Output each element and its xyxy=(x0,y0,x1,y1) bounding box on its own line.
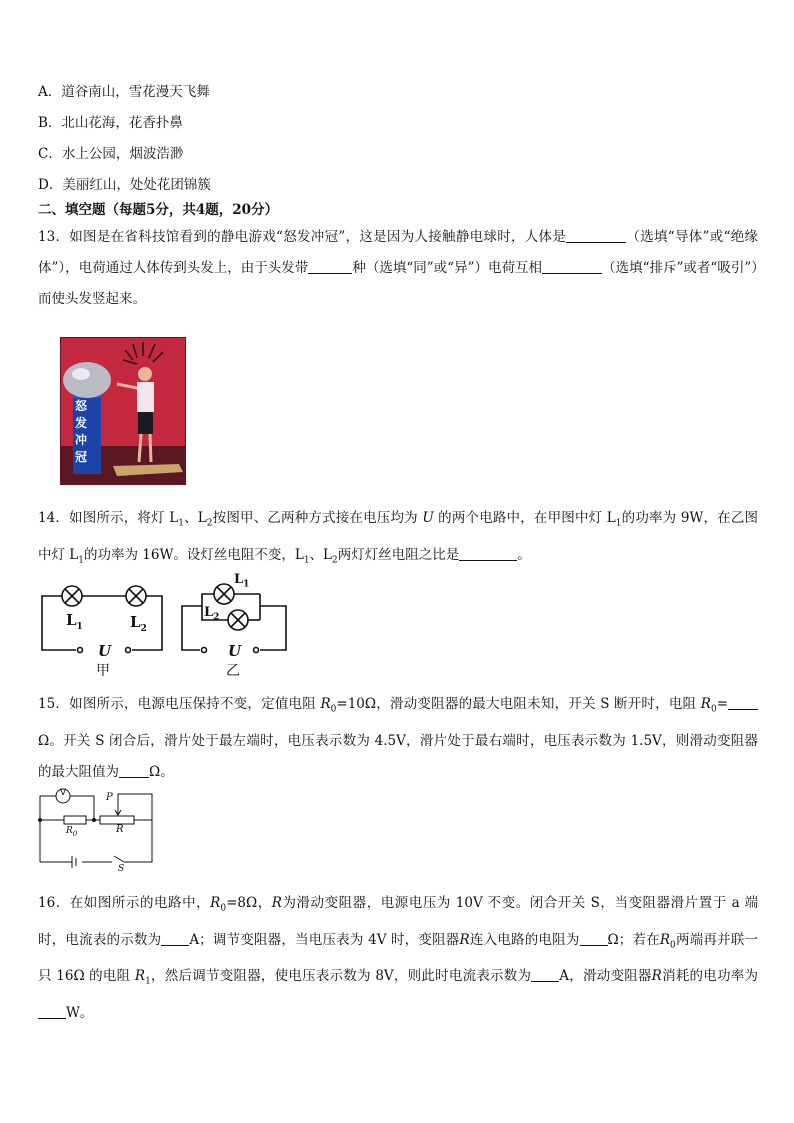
q14-sub-6: 2 xyxy=(332,555,338,566)
q15-blank-1 xyxy=(728,695,758,710)
q15-fig-r0-text: R xyxy=(66,826,73,836)
q14-fig-label-l1-series xyxy=(66,611,83,632)
q14-fig-label-l2-series xyxy=(130,613,147,634)
q15-text-4: Ω。开关 S 闭合后，滑片处于最左端时，电压表示数为 4.5V，滑片处于最右端时，电压表示数为 1.5V，则滑动变阻器的最大阻值为 xyxy=(38,732,758,780)
q14-fig-label-yi: 乙 xyxy=(226,663,240,679)
q14-fig-l2p-sub: 2 xyxy=(213,612,220,623)
q15-circuit-diagram xyxy=(38,786,158,868)
q16-text-4: A；调节变阻器，当电压表为 4V 时，变阻器 xyxy=(189,931,460,948)
q16-r0-sub-2: 0 xyxy=(670,940,676,951)
q16-blank-3 xyxy=(531,967,559,982)
q15-text-5: Ω。 xyxy=(149,763,174,780)
q16-text-10: 消耗的电功率为 xyxy=(661,968,758,985)
q16-r0-symbol: R xyxy=(210,895,221,911)
q13-text-1: 13．如图是在省科技馆看到的静电游戏“怒发冲冠”，这是因为人接触静电球时，人体是 xyxy=(38,229,567,245)
q16-r1-sub: 1 xyxy=(145,977,151,988)
q15-fig-r0-label xyxy=(66,826,77,838)
q14-fig-l2-sub: 2 xyxy=(140,624,147,634)
q14-text-9: 。 xyxy=(517,546,531,563)
q13-text-2: （选填“导体”或“绝缘体”），电荷通过人体传到头发上，由于头发带 xyxy=(38,229,758,276)
q14-fig-label-l2-parallel xyxy=(204,605,219,623)
static-ball-photo xyxy=(60,337,186,485)
q13-text-3: 种（选填“同”或“异”）电荷互相 xyxy=(352,260,543,276)
question-13 xyxy=(38,222,758,315)
q14-fig-l1p-sub: 1 xyxy=(243,579,250,590)
option-a: A．道谷南山，雪花漫天飞舞 xyxy=(38,84,210,100)
option-b: B．北山花海，花香扑鼻 xyxy=(38,115,183,131)
question-16 xyxy=(38,888,758,1029)
q16-text-8: ，然后调节变阻器，使电压表示数为 8V，则此时电流表示数为 xyxy=(150,968,532,985)
q14-sub-3: 1 xyxy=(615,518,622,529)
q16-r1-symbol: R xyxy=(134,968,146,985)
q16-text-2: =8Ω， xyxy=(226,895,272,911)
q15-r0-sub: 0 xyxy=(330,704,337,715)
q16-blank-4 xyxy=(38,1004,66,1019)
q15-blank-2 xyxy=(119,763,149,778)
q14-blank xyxy=(459,546,517,561)
q16-r-symbol-2: R xyxy=(459,931,470,948)
q16-text-5: 连入电路的电阻为 xyxy=(469,931,580,948)
q14-fig-label-l1-parallel xyxy=(234,572,249,590)
q16-text-3: 为滑动变阻器，电源电压为 10V 不变。闭合开关 S，当变阻器滑片置于 a 端时，电流表的示数为 xyxy=(38,895,758,948)
q15-text-3: = xyxy=(716,696,728,712)
q16-r-symbol: R xyxy=(271,895,282,911)
q16-text-9: A，滑动变阻器 xyxy=(559,968,652,985)
q15-fig-p-label: P xyxy=(106,792,113,803)
q14-fig-label-jia: 甲 xyxy=(96,663,110,679)
q16-text-1: 16．在如图所示的电路中， xyxy=(38,895,211,911)
q14-sub-1: 1 xyxy=(178,518,184,529)
q14-sub-5: 1 xyxy=(303,555,310,566)
q15-fig-r-label: R xyxy=(116,824,124,835)
q14-text-5: 的功率为 9W，在乙图中灯 L xyxy=(38,510,758,563)
q16-blank-1 xyxy=(161,931,189,946)
q14-sub-4: 1 xyxy=(78,555,84,566)
question-14 xyxy=(38,503,758,576)
q15-text-1: 15．如图所示，电源电压保持不变，定值电阻 xyxy=(38,696,316,712)
q16-text-11: W。 xyxy=(66,1005,94,1022)
q15-r0-sub-2: 0 xyxy=(710,704,717,715)
photo-column-label: 怒发冲冠 xyxy=(75,399,88,464)
q14-fig-l1-sub: 1 xyxy=(76,622,83,632)
option-d: D．美丽红山，处处花团锦簇 xyxy=(38,177,211,193)
q15-fig-r0-sub: 0 xyxy=(72,829,78,838)
q14-text-4: 的两个电路中，在甲图中灯 L xyxy=(438,510,616,526)
q16-text-7: 两端再并联一只 16Ω 的电阻 xyxy=(38,931,759,985)
q16-r-symbol-3: R xyxy=(651,968,662,985)
q14-text-3: 按图甲、乙两种方式接在电压均为 xyxy=(212,510,418,526)
q15-r0-symbol-2: R xyxy=(700,696,711,712)
q14-text-1: 14．如图所示，将灯 L xyxy=(38,510,179,526)
q16-text-6: Ω；若在 xyxy=(607,931,660,948)
q14-sub-2: 2 xyxy=(206,518,213,529)
q15-fig-s-label: S xyxy=(118,864,125,874)
q14-text-7: 、L xyxy=(309,546,333,563)
q15-text-2: =10Ω，滑动变阻器的最大电阻未知，开关 S 断开时，电阻 xyxy=(336,696,697,712)
q13-blank-3 xyxy=(542,259,602,274)
q14-fig-u-jia: U xyxy=(98,642,112,660)
q14-circuit-figure xyxy=(38,572,298,680)
q13-text-4: （选填“排斥”或者“吸引”）而使头发竖起来。 xyxy=(38,260,759,307)
q14-fig-u-yi: U xyxy=(228,642,242,660)
q15-r0-symbol: R xyxy=(320,696,331,712)
option-c: C．水上公园，烟波浩渺 xyxy=(38,146,184,162)
section-title: 二、填空题（每题5分，共4题，20分） xyxy=(38,202,279,218)
question-15 xyxy=(38,689,758,788)
q14-fig-l2-text: L xyxy=(130,613,141,631)
q14-text-6: 的功率为 16W。设灯丝电阻不变，L xyxy=(84,546,304,563)
q14-voltage-symbol: U xyxy=(422,510,434,526)
q16-blank-2 xyxy=(580,931,608,946)
q14-fig-l1p-text: L xyxy=(234,572,244,587)
q15-fig-voltmeter-label: V xyxy=(60,788,67,798)
q14-fig-l2p-text: L xyxy=(204,605,214,620)
q13-blank-2 xyxy=(308,259,352,274)
q14-text-8: 两灯灯丝电阻之比是 xyxy=(337,546,460,563)
q16-r0-sub: 0 xyxy=(220,903,227,914)
q16-r0-symbol-2: R xyxy=(659,931,671,948)
q14-text-2: 、L xyxy=(183,510,207,526)
q14-fig-l1-text: L xyxy=(66,611,77,629)
q13-blank-1 xyxy=(566,228,626,243)
q15-circuit-figure xyxy=(38,786,158,874)
